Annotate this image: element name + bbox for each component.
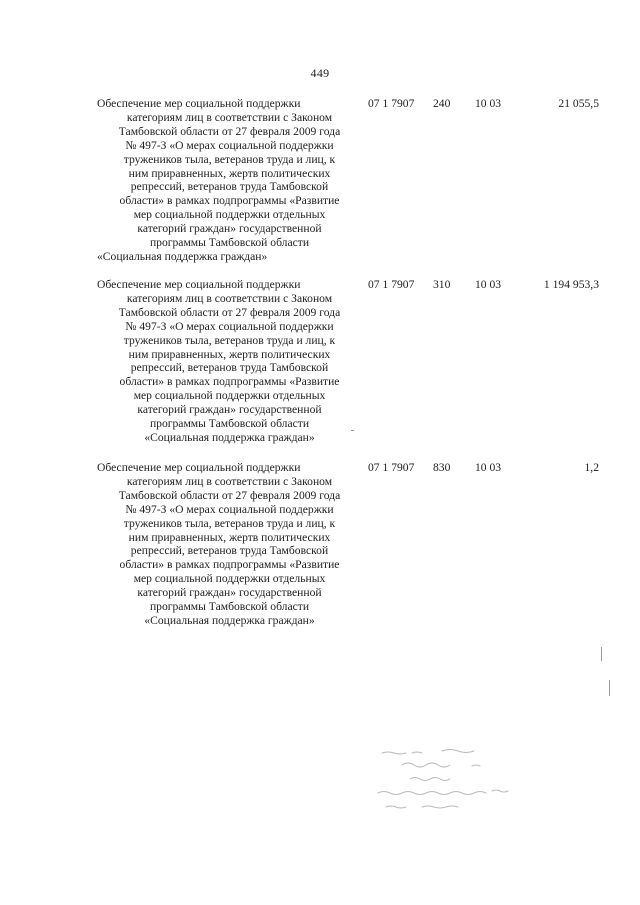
amount-value: 1 194 953,3 xyxy=(543,278,599,291)
description-line: репрессий, ветеранов труда Тамбовской xyxy=(130,180,329,194)
description-line: мер социальной поддержки отдельных xyxy=(133,572,326,586)
description-line: Тамбовской области от 27 февраля 2009 года xyxy=(118,124,341,138)
target-article-code: 07 1 7907 xyxy=(368,278,415,291)
description-line: Тамбовской области от 27 февраля 2009 года xyxy=(118,488,341,502)
description-line: Обеспечение мер социальной поддержки xyxy=(97,97,301,110)
description-line: программы Тамбовской области xyxy=(149,600,310,614)
expense-type-code: 830 xyxy=(433,461,451,474)
description-line: категориям лиц в соответствии с Законом xyxy=(126,110,333,124)
scan-mark xyxy=(351,430,354,431)
description-line: категорий граждан» государственной xyxy=(137,222,322,236)
description-line: области» в рамках подпрограммы «Развитие xyxy=(119,558,340,572)
description-line: категориям лиц в соответствии с Законом xyxy=(126,291,333,305)
page-number: 449 xyxy=(310,66,330,80)
section-code: 10 03 xyxy=(475,97,502,110)
description-line: области» в рамках подпрограммы «Развитие xyxy=(119,194,340,208)
expense-type-code: 310 xyxy=(433,278,451,291)
amount-value: 1,2 xyxy=(584,461,599,474)
description-line: программы Тамбовской области xyxy=(149,417,310,431)
table-row xyxy=(0,97,640,277)
expense-type-code: 240 xyxy=(433,97,451,110)
description-line: области» в рамках подпрограммы «Развитие xyxy=(119,375,340,389)
scan-mark xyxy=(609,680,610,696)
table-row xyxy=(0,461,640,641)
description-line: Тамбовской области от 27 февраля 2009 года xyxy=(118,305,341,319)
description-line: категориям лиц в соответствии с Законом xyxy=(126,474,333,488)
row-description xyxy=(97,278,362,445)
description-line: № 497-З «О мерах социальной поддержки xyxy=(125,319,334,333)
description-line: Обеспечение мер социальной поддержки xyxy=(97,461,301,474)
description-line: репрессий, ветеранов труда Тамбовской xyxy=(130,544,329,558)
section-code: 10 03 xyxy=(475,278,502,291)
description-line: Обеспечение мер социальной поддержки xyxy=(97,278,301,291)
target-article-code: 07 1 7907 xyxy=(368,97,415,110)
description-line: мер социальной поддержки отдельных xyxy=(133,208,326,222)
description-line: категорий граждан» государственной xyxy=(137,586,322,600)
description-line: мер социальной поддержки отдельных xyxy=(133,389,326,403)
section-code: 10 03 xyxy=(475,461,502,474)
row-description xyxy=(97,97,362,264)
description-line: № 497-З «О мерах социальной поддержки xyxy=(125,502,334,516)
amount-value: 21 055,5 xyxy=(558,97,599,110)
scan-mark xyxy=(601,647,602,661)
description-line: ним приравненных, жертв политических xyxy=(128,347,331,361)
description-line: категорий граждан» государственной xyxy=(137,403,322,417)
description-line: ним приравненных, жертв политических xyxy=(128,530,331,544)
description-line: тружеников тыла, ветеранов труда и лиц, к xyxy=(123,333,336,347)
description-line: репрессий, ветеранов труда Тамбовской xyxy=(130,361,329,375)
row-description xyxy=(97,461,362,628)
description-line: тружеников тыла, ветеранов труда и лиц, к xyxy=(123,152,336,166)
description-line: ним приравненных, жертв политических xyxy=(128,166,331,180)
description-line: тружеников тыла, ветеранов труда и лиц, к xyxy=(123,516,336,530)
description-line: программы Тамбовской области xyxy=(149,236,310,250)
description-line: № 497-З «О мерах социальной поддержки xyxy=(125,138,334,152)
faint-stamp xyxy=(372,745,522,815)
description-line: «Социальная поддержка граждан» xyxy=(144,613,315,627)
description-line: «Социальная поддержка граждан» xyxy=(97,249,268,263)
table-row xyxy=(0,278,640,458)
target-article-code: 07 1 7907 xyxy=(368,461,415,474)
description-line: «Социальная поддержка граждан» xyxy=(144,430,315,444)
